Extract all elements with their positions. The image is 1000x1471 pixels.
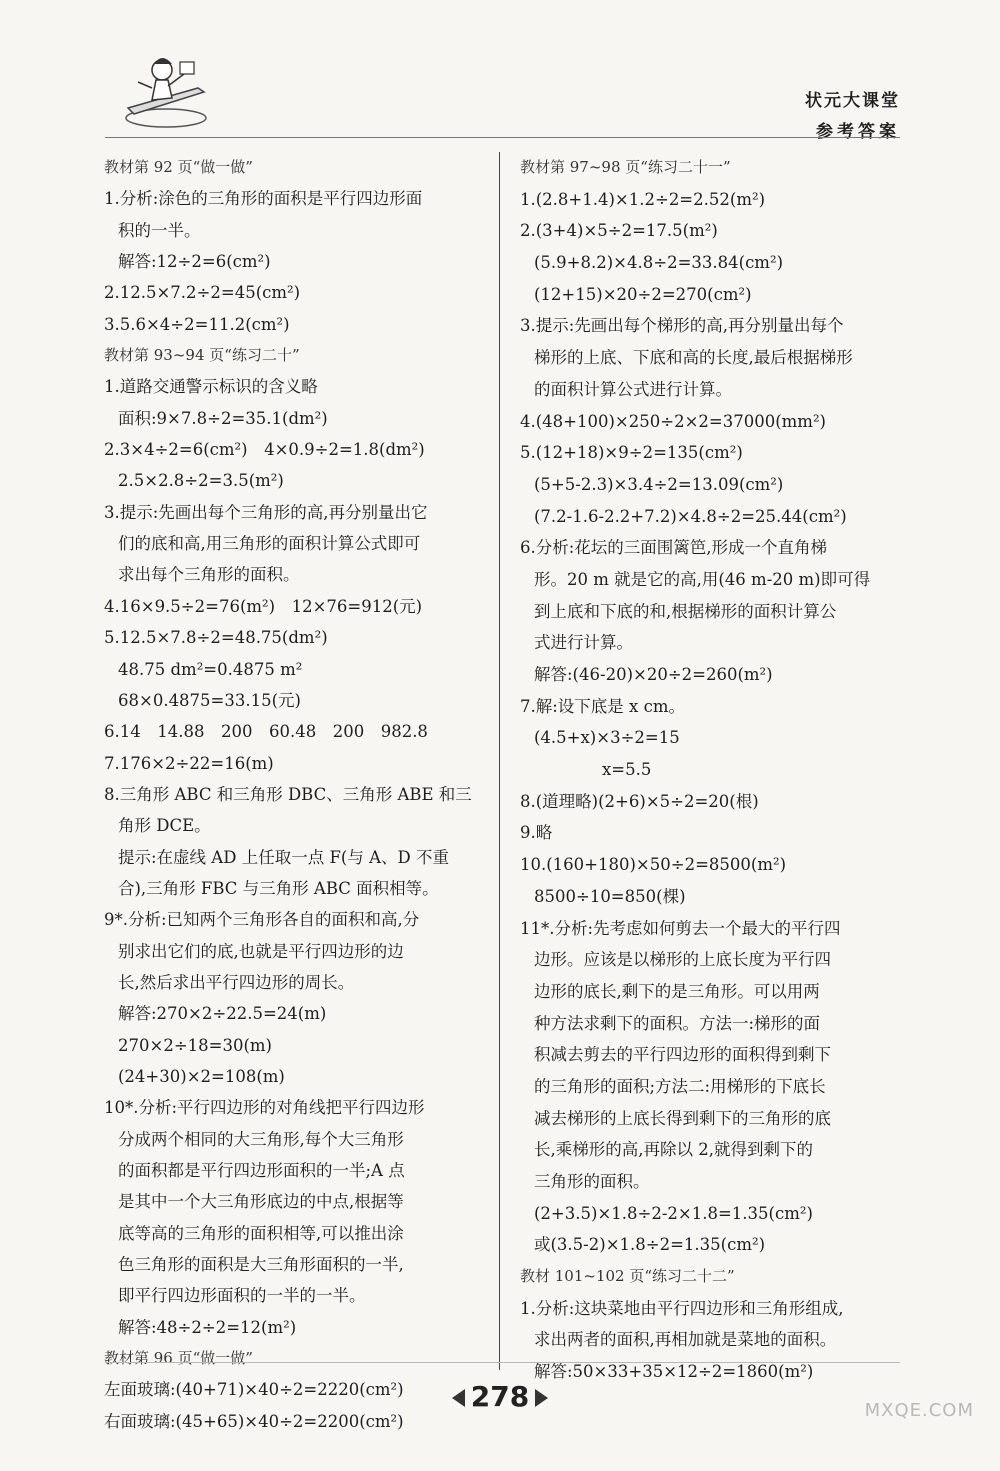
answer-line: 解答:270×2÷22.5=24(m) [118,1004,327,1024]
answer-line: 底等高的三角形的面积相等,可以推出涂 [118,1223,404,1243]
answer-line: 4.16×9.5÷2=76(m²) 12×76=912(元) [104,596,423,616]
answer-line: 解答:50×33+35×12÷2=1860(m²) [534,1362,814,1382]
next-arrow-icon [535,1389,548,1407]
answer-line: 长,然后求出平行四边形的周长。 [118,972,355,992]
page-number-bar [0,1380,1000,1413]
answer-line: 三角形的面积。 [534,1172,650,1191]
answer-line: 1.(2.8+1.4)×1.2÷2=2.52(m²) [520,189,766,209]
answer-line: 面积:9×7.8÷2=35.1(dm²) [118,408,328,428]
answer-line: 3.提示:先画出每个三角形的高,再分别量出它 [104,502,428,522]
answer-line: 到上底和下底的和,根据梯形的面积计算公 [534,601,837,621]
prev-arrow-icon [452,1389,465,1407]
answer-line: 求出两者的面积,再相加就是菜地的面积。 [534,1330,837,1350]
answer-line: 解答:48÷2÷2=12(m²) [118,1317,297,1337]
answer-line: 1.道路交通警示标识的含义略 [104,377,318,397]
answer-line: 2.(3+4)×5÷2=17.5(m²) [520,221,718,241]
section-heading: 教材第 93~94 页“练习二十” [104,346,300,365]
answer-line: 即平行四边形面积的一半的一半。 [118,1286,366,1306]
answer-line: 3.提示:先画出每个梯形的高,再分别量出每个 [520,316,844,336]
answer-line: 4.(48+100)×250÷2×2=37000(mm²) [520,411,826,431]
answer-line: 68×0.4875=33.15(元) [118,690,301,710]
answer-line: 的面积都是平行四边形面积的一半;A 点 [118,1161,405,1180]
mascot-logo [118,48,214,134]
answer-line: 的三角形的面积;方法二:用梯形的下底长 [534,1076,826,1096]
answer-line: 左面玻璃:(40+71)×40÷2=2220(cm²) [104,1380,404,1400]
answer-line: 或(3.5-2)×1.8÷2=1.35(cm²) [534,1235,766,1255]
answer-line: 边形的底长,剩下的是三角形。可以用两 [534,981,820,1001]
answer-line: 1.分析:涂色的三角形的面积是平行四边形面 [104,189,423,209]
right-column [520,152,900,1388]
answer-line: 11*.分析:先考虑如何剪去一个最大的平行四 [520,918,841,938]
answer-line: (5.9+8.2)×4.8÷2=33.84(cm²) [534,253,784,273]
answer-line: 8500÷10=850(棵) [534,886,686,906]
answer-line: 7.176×2÷22=16(m) [104,753,274,773]
answer-line: 色三角形的面积是大三角形面积的一半, [118,1255,404,1275]
answer-line: 5.(12+18)×9÷2=135(cm²) [520,443,743,463]
answer-line: 的面积计算公式进行计算。 [534,379,732,399]
answer-line: 6.14 14.88 200 60.48 200 982.8 [104,722,428,742]
answer-line: 3.5.6×4÷2=11.2(cm²) [104,314,290,334]
answer-line: 9.略 [520,823,553,843]
footer-divider [105,1362,900,1363]
answer-line: 8.三角形 ABC 和三角形 DBC、三角形 ABE 和三 [104,784,472,804]
answer-line: (4.5+x)×3÷2=15 [534,728,680,748]
section-heading: 教材第 97~98 页“练习二十一” [520,158,731,176]
answer-line: 270×2÷18=30(m) [118,1035,272,1055]
page-header [0,0,1000,150]
answer-line: 8.(道理略)(2+6)×5÷2=20(根) [520,791,759,811]
section-heading: 教材 101~102 页“练习二十二” [520,1267,735,1286]
answer-line: 减去梯形的上底长得到剩下的三角形的底 [534,1108,831,1128]
answer-line: 别求出它们的底,也就是平行四边形的边 [118,941,404,961]
answer-line: 10.(160+180)×50÷2=8500(m²) [520,855,787,875]
page-number: 278 [470,1380,530,1413]
answer-line: 分成两个相同的大三角形,每个大三角形 [118,1129,404,1149]
answer-line: 10*.分析:平行四边形的对角线把平行四边形 [104,1098,425,1118]
answer-line: 种方法求剩下的面积。方法一:梯形的面 [534,1013,821,1033]
watermark: MXQE.COM [864,1400,974,1421]
section-heading: 教材第 92 页“做一做” [104,158,253,176]
brand-subtitle: 参考答案 [816,122,900,142]
answer-line: 解答:(46-20)×20÷2=260(m²) [534,665,773,684]
answer-line: 48.75 dm²=0.4875 m² [118,659,303,679]
answer-line: 9*.分析:已知两个三角形各自的面积和高,分 [104,910,420,930]
answer-line: x=5.5 [602,760,652,780]
answer-line: 解答:12÷2=6(cm²) [118,252,271,272]
answer-line: 2.12.5×7.2÷2=45(cm²) [104,283,301,303]
answer-line: (5+5-2.3)×3.4÷2=13.09(cm²) [534,474,784,494]
answer-line: 边形。应该是以梯形的上底长度为平行四 [534,950,831,970]
section-heading: 教材第 96 页“做一做” [104,1349,253,1368]
column-divider [499,152,500,1370]
answer-line: 长,乘梯形的高,再除以 2,就得到剩下的 [534,1140,813,1160]
answer-line: 是其中一个大三角形底边的中点,根据等 [118,1192,404,1212]
answer-line: 式进行计算。 [534,633,633,653]
answer-line: 7.解:设下底是 x cm。 [520,696,685,716]
answer-line: 角形 DCE。 [118,816,211,836]
answer-line: (7.2-1.6-2.2+7.2)×4.8÷2=25.44(cm²) [534,506,847,526]
header-divider [105,137,900,138]
brand-title: 状元大课堂 [805,91,900,111]
answer-line: 们的底和高,用三角形的面积计算公式即可 [118,534,421,554]
answer-line: 右面玻璃:(45+65)×40÷2=2200(cm²) [104,1411,404,1431]
answer-line: 提示:在虚线 AD 上任取一点 F(与 A、D 不重 [118,847,449,867]
answer-line: 积的一半。 [118,220,201,240]
answer-line: 1.分析:这块菜地由平行四边形和三角形组成, [520,1298,844,1318]
answer-line: 2.3×4÷2=6(cm²) 4×0.9÷2=1.8(dm²) [104,440,425,460]
answer-line: 梯形的上底、下底和高的长度,最后根据梯形 [534,348,853,368]
answer-line: 6.分析:花坛的三面围篱笆,形成一个直角梯 [520,538,828,558]
answer-line: 积减去剪去的平行四边形的面积得到剩下 [534,1045,831,1065]
answer-line: 求出每个三角形的面积。 [118,565,300,585]
answer-line: (24+30)×2=108(m) [118,1066,285,1086]
answer-line: 2.5×2.8÷2=3.5(m²) [118,471,284,491]
answer-line: 合),三角形 FBC 与三角形 ABC 面积相等。 [118,878,439,898]
answer-line: (2+3.5)×1.8÷2-2×1.8=1.35(cm²) [534,1203,813,1223]
answer-line: 形。20 m 就是它的高,用(46 m-20 m)即可得 [534,569,871,589]
answer-line: (12+15)×20÷2=270(cm²) [534,284,752,304]
brand-block [805,86,900,142]
left-column [104,152,486,1437]
answer-line: 5.12.5×7.8÷2=48.75(dm²) [104,628,328,648]
